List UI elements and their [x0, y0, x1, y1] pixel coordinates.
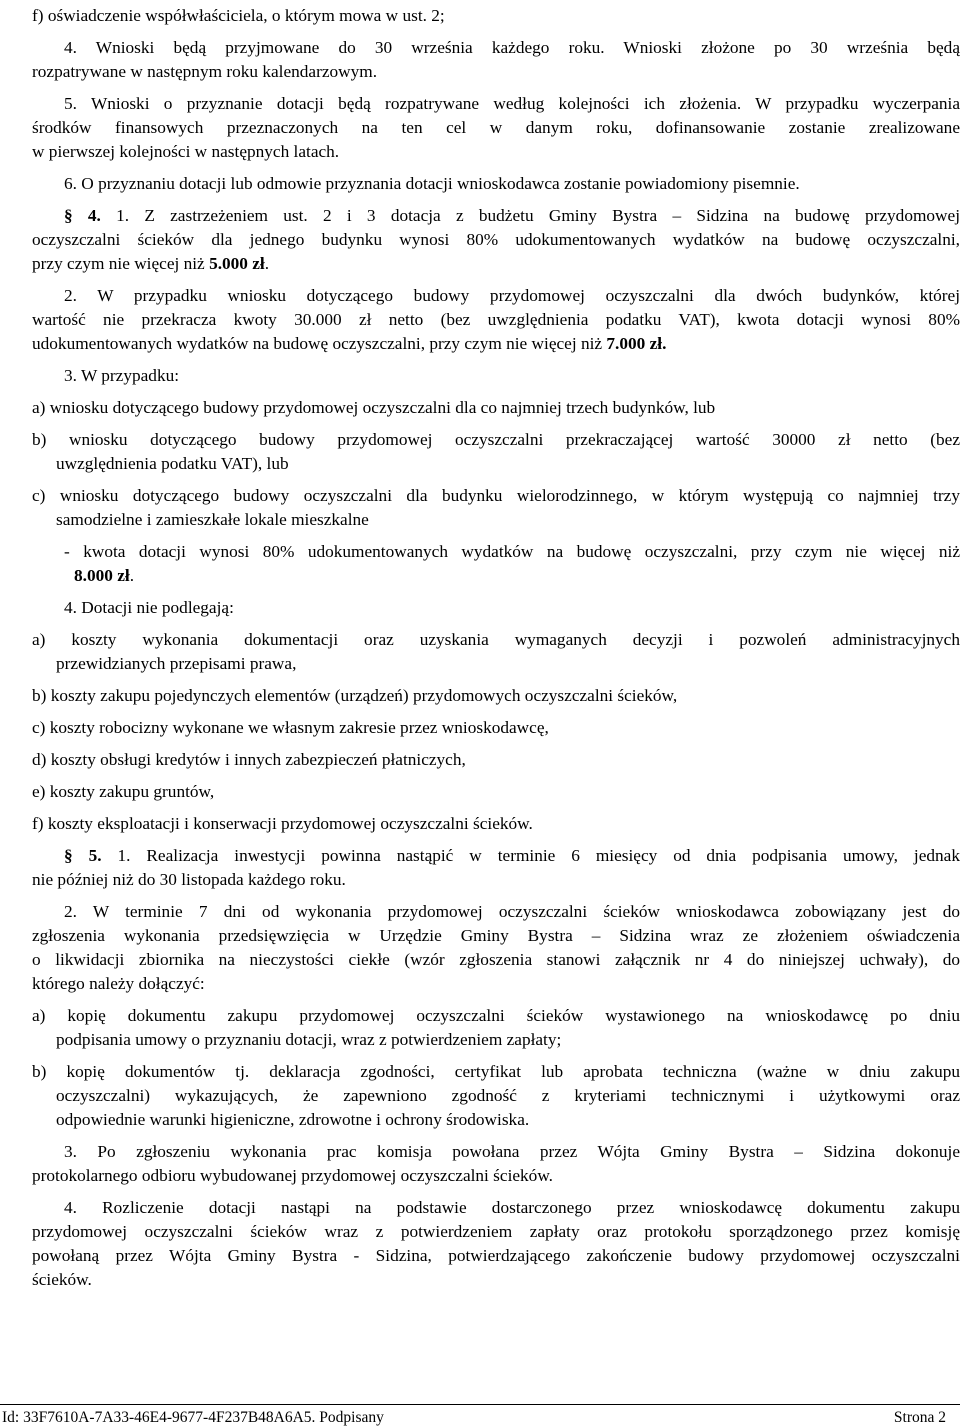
text-line: oczyszczalni ścieków dla jednego budynku wynosi 80% udokumentowanych wydatków na budowę oczyszczalni,: [32, 230, 960, 249]
text-line: § 5. 1. Realizacja inwestycji powinna nastąpić w terminie 6 miesięcy od dnia podpisania umowy, jednak: [64, 846, 960, 865]
text-line: oczyszczalni) wykazujących, że zapewniono zgodność z kryteriami technicznymi i użytkowymi oraz: [56, 1086, 960, 1105]
text-line: c) wniosku dotyczącego budowy oczyszczalni dla budynku wielorodzinnego, w którym występują co najmniej trzy: [32, 486, 960, 505]
footer-page-number: Strona 2: [893, 1409, 946, 1426]
text-line: o likwidacji zbiornika na nieczystości ciekłe (wzór zgłoszenia stanowi załącznik nr 4 do niniejszej uchwały), do: [32, 950, 960, 969]
text-line: 3. W przypadku:: [64, 366, 180, 385]
text-line: b) koszty zakupu pojedynczych elementów (urządzeń) przydomowych oczyszczalni ścieków,: [32, 686, 678, 705]
text-line: 4. Wnioski będą przyjmowane do 30 września każdego roku. Wnioski złożone po 30 września będą: [64, 38, 960, 57]
text-line: 6. O przyznaniu dotacji lub odmowie przyznania dotacji wnioskodawca zostanie powiadomiony pisemnie.: [64, 174, 800, 193]
text-line: § 4. 1. Z zastrzeżeniem ust. 2 i 3 dotacja z budżetu Gminy Bystra – Sidzina na budowę przydomowej: [64, 206, 960, 225]
text-line: przydomowej oczyszczalni ścieków wraz z potwierdzeniem zapłaty oraz protokołu sporządzonego przez komisję: [32, 1222, 960, 1241]
text-line: b) kopię dokumentów tj. deklaracja zgodności, certyfikat lub aprobata techniczna (ważne w dniu zakupu: [32, 1062, 960, 1081]
text-line: którego należy dołączyć:: [32, 974, 205, 993]
text-line: 4. Rozliczenie dotacji nastąpi na podstawie dostarczonego przez wnioskodawcę dokumentu zakupu: [64, 1198, 960, 1217]
text-line: 4. Dotacji nie podlegają:: [64, 598, 234, 617]
text-line: 5. Wnioski o przyznanie dotacji będą rozpatrywane według kolejności ich złożenia. W przypadku wyczerpania: [64, 94, 960, 113]
footer-document-id: Id: 33F7610A-7A33-46E4-9677-4F237B48A6A5. Podpisany: [2, 1409, 384, 1426]
text-line: samodzielne i zamieszkałe lokale mieszkalne: [56, 510, 369, 529]
text-line: udokumentowanych wydatków na budowę oczyszczalni, przy czym nie więcej niż 7.000 zł.: [32, 334, 667, 353]
text-line: rozpatrywane w następnym roku kalendarzowym.: [32, 62, 378, 81]
text-line: 3. Po zgłoszeniu wykonania prac komisja powołana przez Wójta Gminy Bystra – Sidzina dokonuje: [64, 1142, 960, 1161]
text-line: odpowiednie warunki higieniczne, zdrowotne i ochrony środowiska.: [56, 1110, 530, 1129]
text-line: d) koszty obsługi kredytów i innych zabezpieczeń płatniczych,: [32, 750, 466, 769]
text-line: 2. W przypadku wniosku dotyczącego budowy przydomowej oczyszczalni dla dwóch budynków, której: [64, 286, 960, 305]
text-line: a) kopię dokumentu zakupu przydomowej oczyszczalni ścieków wystawionego na wnioskodawcę po dniu: [32, 1006, 960, 1025]
text-line: podpisania umowy o przyznaniu dotacji, wraz z potwierdzeniem zapłaty;: [56, 1030, 562, 1049]
text-line: b) wniosku dotyczącego budowy przydomowej oczyszczalni przekraczającej wartość 30000 zł netto (bez: [32, 430, 960, 449]
text-line: przewidzianych przepisami prawa,: [56, 654, 297, 673]
text-line: w pierwszej kolejności w następnych latach.: [32, 142, 340, 161]
text-line: powołaną przez Wójta Gminy Bystra - Sidzina, potwierdzającego zakończenie budowy przydomowej oczyszczalni: [32, 1246, 960, 1265]
text-line: ścieków.: [32, 1270, 92, 1289]
text-line: f) koszty eksploatacji i konserwacji przydomowej oczyszczalni ścieków.: [32, 814, 533, 833]
text-line: zgłoszenia wykonania przedsięwzięcia w Urzędzie Gminy Bystra – Sidzina wraz ze złożeniem oświadczenia: [32, 926, 960, 945]
text-line: f) oświadczenie współwłaściciela, o którym mowa w ust. 2;: [32, 6, 445, 25]
text-line: a) wniosku dotyczącego budowy przydomowej oczyszczalni dla co najmniej trzech budynków, lub: [32, 398, 716, 417]
text-line: środków finansowych przeznaczonych na ten cel w danym roku, dofinansowanie zostanie zrealizowane: [32, 118, 960, 137]
text-line: a) koszty wykonania dokumentacji oraz uzyskania wymaganych decyzji i pozwoleń administracyjnych: [32, 630, 960, 649]
text-line: 8.000 zł.: [74, 566, 135, 585]
text-line: 2. W terminie 7 dni od wykonania przydomowej oczyszczalni ścieków wnioskodawca zobowiązany jest do: [64, 902, 960, 921]
text-line: - kwota dotacji wynosi 80% udokumentowanych wydatków na budowę oczyszczalni, przy czym nie więcej niż: [64, 542, 960, 561]
text-line: c) koszty robocizny wykonane we własnym zakresie przez wnioskodawcę,: [32, 718, 549, 737]
footer-divider: [0, 1404, 960, 1405]
text-line: e) koszty zakupu gruntów,: [32, 782, 215, 801]
text-line: uwzględnienia podatku VAT), lub: [56, 454, 289, 473]
text-line: wartość nie przekracza kwoty 30.000 zł netto (bez uwzględnienia podatku VAT), kwota dotacji wynosi 80%: [32, 310, 960, 329]
text-line: protokolarnego odbioru wybudowanej przydomowej oczyszczalni ścieków.: [32, 1166, 554, 1185]
text-line: nie później niż do 30 listopada każdego roku.: [32, 870, 346, 889]
text-line: przy czym nie więcej niż 5.000 zł.: [32, 254, 270, 273]
